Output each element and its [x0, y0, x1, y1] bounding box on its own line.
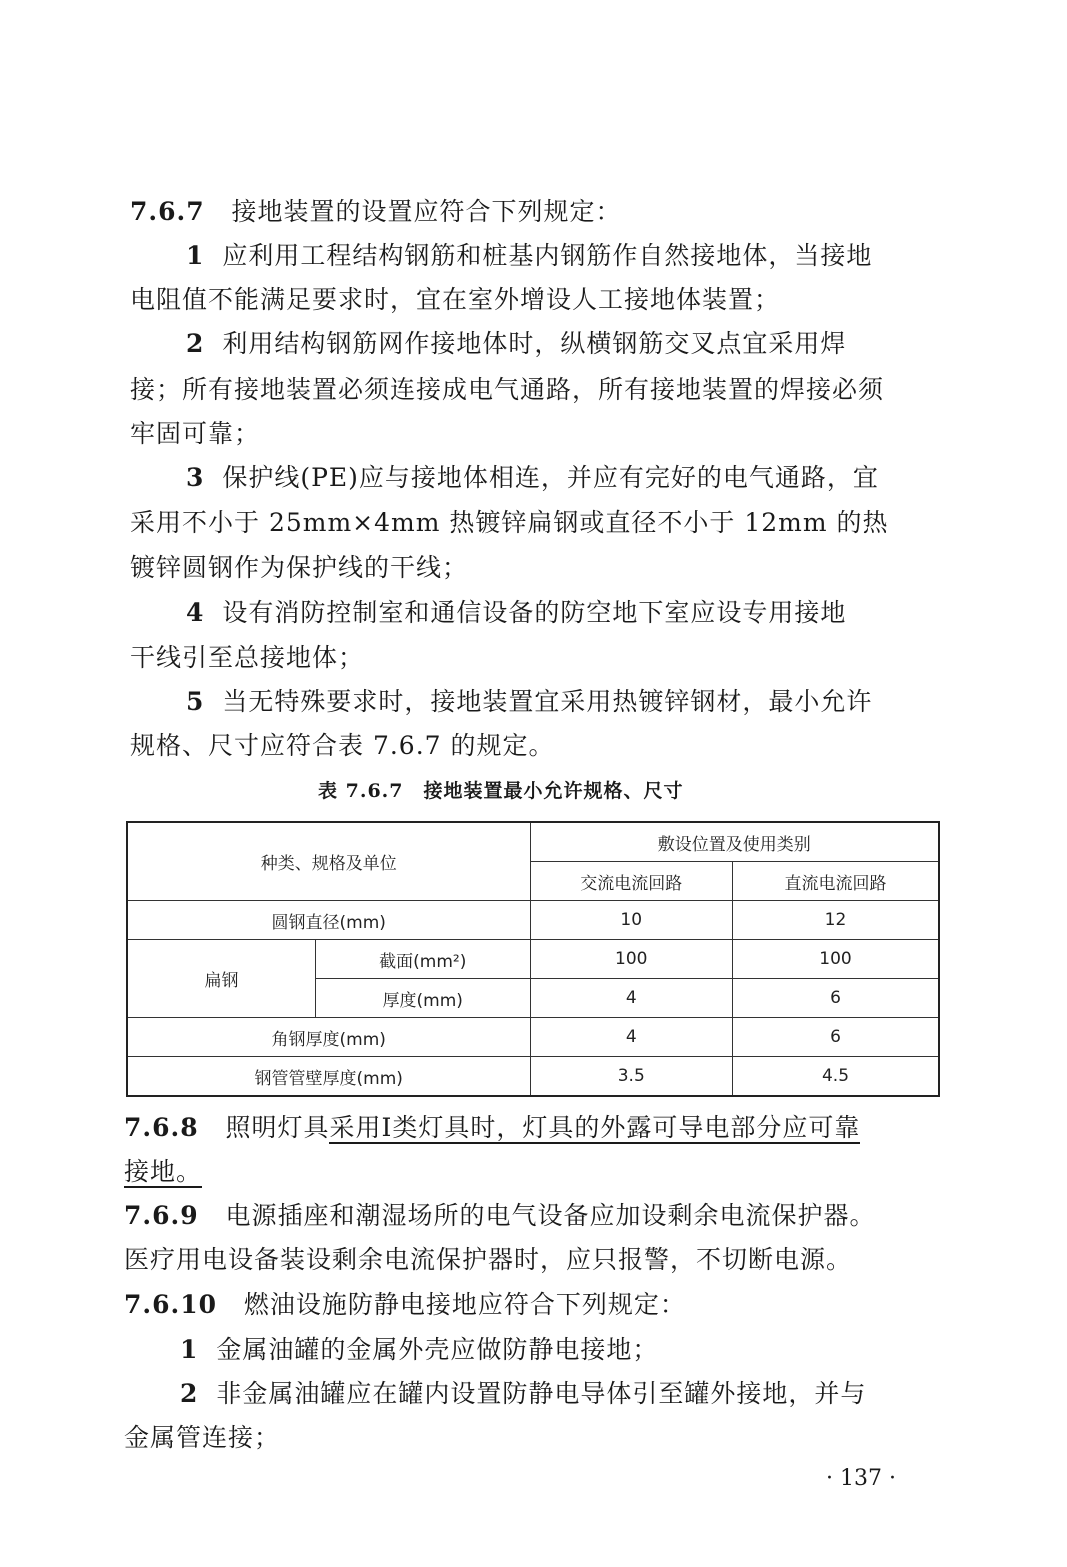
- clause-7-6-9-line-1: [124, 1196, 875, 1236]
- clause-7-6-8-line-2: [124, 1152, 202, 1192]
- item-number: 5: [186, 687, 205, 716]
- table-row: [127, 901, 939, 940]
- header-dc: 直流电流回路: [732, 862, 939, 901]
- clause-7-6-10-item-1: [180, 1330, 658, 1370]
- table-row: [127, 940, 939, 979]
- row-group-label: 扁钢: [127, 940, 315, 1018]
- clause-7-6-9-line-2: 医疗用电设备装设剩余电流保护器时，应只报警，不切断电源。: [124, 1245, 853, 1274]
- item-number: 1: [186, 241, 205, 270]
- item-2-line-2: 接；所有接地装置必须连接成电气通路，所有接地装置的焊接必须: [130, 375, 885, 404]
- item-5-line-1: [186, 682, 872, 722]
- item-number: 1: [180, 1335, 199, 1364]
- cell-dc: 12: [732, 901, 939, 940]
- item-number: 3: [186, 463, 205, 492]
- table-caption: 表 7.6.7 接地装置最小允许规格、尺寸: [318, 780, 684, 802]
- clause-7-6-10-heading: [124, 1285, 686, 1325]
- item-2-line-1: [186, 324, 846, 364]
- cell-dc: 6: [732, 1018, 939, 1057]
- cell-ac: 4: [530, 1018, 732, 1057]
- row-label: 钢管管壁厚度(mm): [127, 1057, 530, 1097]
- row-label: 圆钢直径(mm): [127, 901, 530, 940]
- cell-ac: 100: [530, 940, 732, 979]
- clause-7-6-10-item-2-line-1: [180, 1374, 866, 1414]
- item-number: 2: [186, 329, 205, 358]
- item-4-line-2: 干线引至总接地体；: [130, 643, 365, 672]
- clause-7-6-8-line-1: [124, 1108, 860, 1148]
- item-5-line-2: 规格、尺寸应符合表 7.6.7 的规定。: [130, 731, 555, 760]
- item-number: 4: [186, 598, 205, 627]
- item-number: 2: [180, 1379, 199, 1408]
- cell-dc: 6: [732, 979, 939, 1018]
- clause-text: 照明灯具: [225, 1113, 330, 1142]
- clause-number: 7.6.7: [130, 197, 205, 226]
- item-text: 设有消防控制室和通信设备的防空地下室应设专用接地: [222, 598, 847, 627]
- row-label: 截面(mm²): [315, 940, 530, 979]
- item-4-line-1: [186, 593, 846, 633]
- item-text: 当无特殊要求时，接地装置宜采用热镀锌钢材，最小允许: [222, 687, 873, 716]
- row-label: 角钢厚度(mm): [127, 1018, 530, 1057]
- grounding-spec-table: [126, 821, 940, 1097]
- clause-text: 接地装置的设置应符合下列规定：: [231, 197, 622, 226]
- clause-text-underlined: 接地。: [124, 1157, 203, 1186]
- table-row: [127, 1057, 939, 1097]
- clause-text-underlined: 采用Ⅰ类灯具时，灯具的外露可导电部分应可靠: [329, 1113, 861, 1142]
- item-1-line-1: [186, 236, 872, 276]
- clause-number: 7.6.9: [124, 1201, 199, 1230]
- table-header-row: [127, 822, 939, 862]
- item-3-line-3: 镀锌圆钢作为保护线的干线；: [130, 553, 469, 582]
- item-3-line-2: 采用不小于 25mm×4mm 热镀锌扁钢或直径不小于 12mm 的热: [130, 508, 889, 537]
- item-2-line-3: 牢固可靠；: [130, 419, 261, 448]
- page-number: · 137 ·: [826, 1466, 896, 1491]
- cell-ac: 3.5: [530, 1057, 732, 1097]
- header-kind: 种类、规格及单位: [127, 822, 530, 901]
- item-3-line-1: [186, 458, 879, 498]
- clause-number: 7.6.10: [124, 1290, 217, 1319]
- cell-dc: 100: [732, 940, 939, 979]
- cell-ac: 10: [530, 901, 732, 940]
- clause-text: 燃油设施防静电接地应符合下列规定：: [243, 1290, 686, 1319]
- clause-7-6-10-item-2-line-2: 金属管连接；: [124, 1423, 281, 1452]
- item-text: 应利用工程结构钢筋和桩基内钢筋作自然接地体，当接地: [222, 241, 873, 270]
- item-text: 非金属油罐应在罐内设置防静电导体引至罐外接地，并与: [216, 1379, 867, 1408]
- item-text: 金属油罐的金属外壳应做防静电接地；: [216, 1335, 659, 1364]
- table-row: [127, 1018, 939, 1057]
- item-text: 保护线(PE)应与接地体相连，并应有完好的电气通路，宜: [222, 463, 879, 492]
- row-label: 厚度(mm): [315, 979, 530, 1018]
- header-group: 敷设位置及使用类别: [530, 822, 939, 862]
- clause-number: 7.6.8: [124, 1113, 199, 1142]
- cell-ac: 4: [530, 979, 732, 1018]
- header-ac: 交流电流回路: [530, 862, 732, 901]
- item-text: 利用结构钢筋网作接地体时，纵横钢筋交叉点宜采用焊: [222, 329, 847, 358]
- cell-dc: 4.5: [732, 1057, 939, 1097]
- clause-7-6-7-heading: [130, 192, 621, 232]
- item-1-line-2: 电阻值不能满足要求时，宜在室外增设人工接地体装置；: [130, 285, 781, 314]
- clause-text: 电源插座和潮湿场所的电气设备应加设剩余电流保护器。: [225, 1201, 876, 1230]
